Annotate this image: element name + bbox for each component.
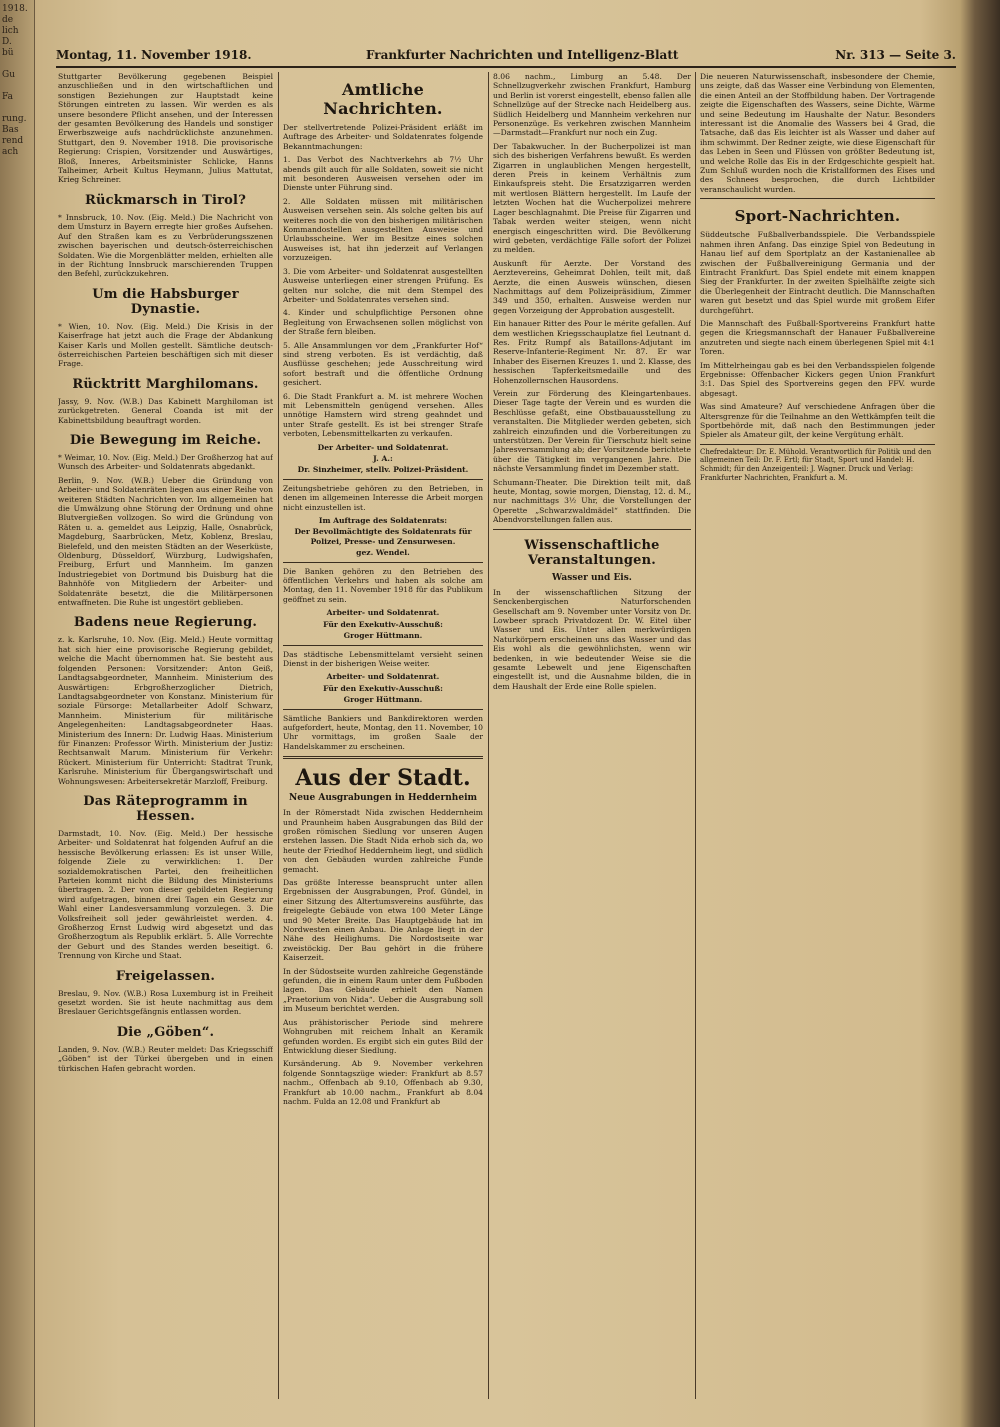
signature: Arbeiter- und Soldatenrat. — [326, 672, 440, 682]
signature: gez. Wendel. — [356, 548, 410, 558]
article-text: Die Banken gehören zu den Betrieben des öffentlichen Verkehrs und haben als solche am Montag, den 11. November 1918 für das Publikum geöffnet zu sein. — [283, 566, 483, 604]
signature: Groger Hüttmann. — [343, 631, 423, 641]
article-text: 3. Die vom Arbeiter- und Soldatenrat ausgestellten Ausweise unterliegen einer strengen Prüfung. Es gelten nur solche, die mit dem Stempel des Arbeiter- und Soldatenrates versehen sind. — [283, 266, 483, 304]
divider — [283, 479, 483, 480]
column-divider — [695, 72, 696, 1399]
section-title: Aus der Stadt. — [295, 765, 471, 792]
headline: Rückmarsch in Tirol? — [84, 192, 247, 208]
article-text: Süddeutsche Fußballverbandsspiele. Die Verbandsspiele nahmen ihren Anfang. Das einzige Spiel von Bedeutung in Hanau lief auf dem Sportplatz an der Kastanienallee ab zwischen der Fußballvereinigung Germania und der Eintracht Frankfurt. Das Spiel endete mit einem knappen Sieg der Frankfurter. In der zweiten Spielhälfte zeigte sich die Überlegenheit der Eintracht deutlich. Die Mannschaften waren gut besetzt und das Spiel wurde mit großem Eifer durchgeführt. — [700, 230, 935, 315]
article-text: 6. Die Stadt Frankfurt a. M. ist mehrere Wochen mit Lebensmitteln genügend versehen. Alles unnötige Hamstern wird streng geahndet und unter Strafe gestellt. Es ist bei strenger Strafe verboten, Lebensmittelkarten zu verkaufen. — [283, 391, 483, 439]
article-text: Aus prähistorischer Periode sind mehrere Wohngruben mit reichem Inhalt an Keramik gefunden worden. Es ergibt sich ein gutes Bild der Entwicklung dieser Siedlung. — [283, 1017, 483, 1055]
article-text: Sämtliche Bankiers und Bankdirektoren werden aufgefordert, heute, Montag, den 11. November, 10 Uhr vormittags, im großen Saale der Handelskammer zu erscheinen. — [283, 713, 483, 751]
column-1 — [58, 72, 273, 1403]
article-text: Stuttgarter Bevölkerung gegebenen Beispiel anzuschließen und in den wirtschaftlichen und sonstigen Beziehungen zur Hauptstadt keine Störungen eintreten zu lassen. Wir werden es als unsere besondere Pflicht ansehen, und der Interessen der gesamten Bevölkerung des Handels und sonstiger Erwerbszweige aufs nachdrücklichste anzunehmen. Stuttgart, den 9. November 1918. Die provisorische Regierung: Crispien, Vorsitzender und Auswärtiges, Bloß, Inneres, Arbeitsminister Schlicke, Hanns Talheimer, Arbeit Kultus Heymann, Julius Mattutat, Krieg Schreiner. — [58, 72, 273, 185]
article-text: 8.06 nachm., Limburg an 5.48. Der Schnellzugverkehr zwischen Frankfurt, Hamburg und Berlin ist vorerst eingestellt, ebenso fallen alle Schnellzüge auf der Strecke nach Heidelberg aus. Südlich Heidelberg und Mannheim verkehren nur Personenzüge. Es verkehren zwischen Mannheim—Darmstadt—Frankfurt nur noch ein Zug. — [493, 72, 691, 138]
column-4 — [700, 72, 935, 1403]
headline: Freigelassen. — [115, 968, 216, 984]
imprint: Chefredakteur: Dr. E. Mühold. Verantwortlich für Politik und den allgemeinen Teil: Dr. F. Ertl; für Stadt, Sport und Handel: H. Schmidt; für den Anzeigenteil: J. Wagner. Druck und Verlag: Frankfurter Nachrichten, Frankfurt a. M. — [700, 444, 935, 482]
headline: Amtliche Nachrichten. — [323, 80, 443, 118]
divider — [283, 709, 483, 710]
article-text: Die Mannschaft des Fußball-Sportvereins Frankfurt hatte gegen die Kriegsmannschaft der Hanauer Fußballvereine anzutreten und siegte nach einem überlegenen Spiel mit 4:1 Toren. — [700, 318, 935, 357]
signature: J. A.: — [373, 454, 393, 463]
headline: Rücktritt Marghilomans. — [72, 376, 259, 392]
signature: Der Bevollmächtigte des Soldatenrats für Polizei, Presse- und Zensurwesen. — [294, 527, 472, 546]
header-masthead: Frankfurter Nachrichten und Intelligenz-Blatt — [366, 48, 679, 62]
article-text: Zeitungsbetriebe gehören zu den Betrieben, in denen im allgemeinen Interesse die Arbeit morgen nicht einzustellen ist. — [283, 483, 483, 512]
article-text: Ein hanauer Ritter des Pour le mérite gefallen. Auf dem westlichen Kriegsschauplatze fiel Leutnant d. Res. Fritz Rumpf als Bataillons-Adjutant im Reserve-Infanterie-Regiment Nr. 87. Er war Inhaber des Eisernen Kreuzes 1. und 2. Klasse, des hessischen Tapferkeitsmedaille und des Hohenzollernschen Hausordens. — [493, 319, 691, 385]
headline: Wissenschaftliche Veranstaltungen. — [524, 537, 660, 568]
gutter-text: 1918. de lich D. bü Gu Fa rung. Bas rend ach — [2, 4, 28, 157]
signature: Für den Exekutiv-Ausschuß: — [323, 619, 443, 629]
article-text: 2. Alle Soldaten müssen mit militärischen Ausweisen versehen sein. Als solche gelten bis auf weiteres noch die von den bisherigen militärischen Kommandostellen ausgestellten Ausweise und Urlaubsscheine. Wer im Besitze eines solchen Ausweises ist, hat ihn jederzeit auf Verlangen vorzuzeigen. — [283, 196, 483, 263]
article-text: Was sind Amateure? Auf verschiedene Anfragen über die Altersgrenze für die Teilnahme an den Wettkämpfen teilt die Sportbehörde mit, daß nach den Bestimmungen jeder Spieler als Amateur gilt, der keine Vergütung erhält. — [700, 402, 935, 440]
headline: Die Bewegung im Reiche. — [69, 432, 262, 448]
divider — [493, 529, 691, 530]
article-text: 5. Alle Ansammlungen vor dem „Frankfurter Hof“ sind streng verboten. Es ist verdächtig, daß Ausflüsse geschehen; jede Ausschreitung wird sofort bestraft und die öffentliche Ordnung gesichert. — [283, 340, 483, 388]
article-text: In der Römerstadt Nida zwischen Heddernheim und Praunheim haben Ausgrabungen das Bild der großen römischen Siedlung vor unseren Augen erstehen lassen. Die Stadt Nida erhob sich da, wo heute der Friedhof Heddernheim liegt, und südlich von den Gebäuden wurden zahlreiche Funde gemacht. — [283, 808, 483, 874]
header-date: Montag, 11. November 1918. — [56, 48, 252, 62]
article-text: * Innsbruck, 10. Nov. (Eig. Meld.) Die Nachricht von dem Umsturz in Bayern erregte hier großes Aufsehen. Auf den Straßen kam es zu Verbrüderungsszenen zwischen bayerischen und deutsch-österreichischen Soldaten. Wie die Morgenblätter melden, erhielten alle in der Richtung Innsbruck marschierenden Truppen den Befehl, zurückzukehren. — [58, 212, 273, 279]
article-text: Schumann-Theater. Die Direktion teilt mit, daß heute, Montag, sowie morgen, Dienstag, 12. d. M., nur nachmittags 3½ Uhr, die Vorstellungen der Operette „Schwarzwaldmädel“ stattfinden. Die Abendvorstellungen fallen aus. — [493, 477, 691, 525]
article-text: Jassy, 9. Nov. (W.B.) Das Kabinett Marghiloman ist zurückgetreten. General Coanda ist mit der Kabinettsbildung beauftragt worden. — [58, 396, 273, 425]
article-text: * Wien, 10. Nov. (Eig. Meld.) Die Krisis in der Kaiserfrage hat jetzt auch die Frage der Abdankung Kaiser Karls und Mollen gestellt. Sämtliche deutsch-österreichischen Parteien beschäftigen sich mit dieser Frage. — [58, 321, 273, 369]
column-2 — [283, 72, 483, 1403]
signature: Dr. Sinzheimer, stellv. Polizei-Präsident. — [297, 465, 469, 475]
headline: Die „Göben“. — [116, 1024, 215, 1040]
article-text: Kursänderung. Ab 9. November verkehren folgende Sonntagszüge wieder: Frankfurt ab 8.57 nachm., Offenbach ab 9.10, Offenbach ab 9.30, Frankfurt ab 10.00 nachm., Frankfurt ab 8.04 nachm. Fulda an 12.08 und Frankfurt ab — [283, 1059, 483, 1106]
page-header — [56, 48, 956, 68]
headline: Wasser und Eis. — [552, 572, 632, 583]
article-text: 4. Kinder und schulpflichtige Personen ohne Begleitung von Erwachsenen sollen möglichst von der Straße fern bleiben. — [283, 308, 483, 337]
signature: Im Auftrage des Soldatenrats: — [318, 516, 448, 526]
article-text: Berlin, 9. Nov. (W.B.) Ueber die Gründung von Arbeiter- und Soldatenräten liegen aus einer Reihe von weiteren Städten Nachrichten vor. Im allgemeinen hat die Umwälzung ohne Störung der Ordnung und ohne Blutvergießen vollzogen. So wird die Gründung von Räten u. a. gemeldet aus Leipzig, Halle, Osnabrück, Magdeburg, Saarbrücken, Metz, Koblenz, Breslau, Bielefeld, und den meisten Städten an der Weserküste, Oldenburg, Düsseldorf, Würzburg, Ludwigshafen, Freiburg, Erfurt und Mannheim. Im ganzen Industriegebiet von Dortmund bis Duisburg hat die Bahnhöfe von Mitgliedern der Arbeiter- und Soldatenräte besetzt, die die Militärpersonen entwaffneten. Die Ruhe ist ungestört geblieben. — [58, 475, 273, 608]
article-text: Der Tabakwucher. In der Bucherpolizei ist man sich des bisherigen Verfahrens bewußt. Es werden Zigarren in unglaublichen Mengen hergestellt, deren Preis in keinem Verhältnis zum Einkaufspreis steht. Die Ersatzzigarren werden mit wertlosen Blättern hergestellt. Im Laufe der letzten Wochen hat die Wucherpolizei mehrere Lager beschlagnahmt. Die Preise für Zigarren und Tabak werden weiter steigen, wenn nicht energisch eingeschritten wird. Die Bevölkerung wird gebeten, verdächtige Fälle sofort der Polizei zu melden. — [493, 141, 691, 255]
article-text: z. k. Karlsruhe, 10. Nov. (Eig. Meld.) Heute vormittag hat sich hier eine provisorische Regierung gebildet, welche die Macht übernommen hat. Sie besteht aus folgenden Personen: Vorsitzender: Anton Geiß, Landtagsabgeordneter, Mannheim. Ministerium des Auswärtigen: Erbgroßherzoglicher Dietrich, Landtagsabgeordneter von Konstanz. Ministerium für soziale Fürsorge: Metallarbeiter Adolf Schwarz, Mannheim. Ministerium für militärische Angelegenheiten: Landtagsabgeordneter Haas. Ministerium des Innern: Dr. Ludwig Haas. Ministerium für Finanzen: Professor Wirth. Ministerium der Justiz: Rechtsanwalt Marum. Ministerium für Verkehr: Rückert. Ministerium für Unterricht: Stadtrat Trunk, Karlsruhe. Ministerium für Übergangswirtschaft und Wohnungswesen: Arbeitersekretär Marzloff, Freiburg. — [58, 635, 273, 786]
signature: Für den Exekutiv-Ausschuß: — [323, 683, 443, 693]
headline: Neue Ausgrabungen in Heddernheim — [288, 793, 478, 804]
signature: Groger Hüttmann. — [343, 695, 423, 705]
divider — [283, 645, 483, 646]
article-text: Das größte Interesse beansprucht unter allen Ergebnissen der Ausgrabungen, Prof. Gündel, in einer Sitzung des Altertumsvereins ausführte, das freigelegte Gebäude von etwa 100 Meter Länge und 90 Meter Breite. Das Hauptgebäude hat im Nordwesten einen Anbau. Die Anlage liegt in der Nähe des Heilighums. Die Nordostseite war zweistöckig. Der Bau gehört in die frühere Kaiserzeit. — [283, 878, 483, 963]
article-text: Das städtische Lebensmittelamt versieht seinen Dienst in der bisherigen Weise weiter. — [283, 649, 483, 668]
column-divider — [278, 72, 279, 1399]
column-divider — [488, 72, 489, 1399]
divider — [283, 562, 483, 563]
article-text: Auskunft für Aerzte. Der Vorstand des Aerztevereins, Geheimrat Dohlen, teilt mit, daß Aerzte, die einen Ausweis wünschen, diesen Nachmittags auf dem Polizeipräsidium, Zimmer 349 und 350, erhalten. Ausweise werden nur gegen Vorzeigung der Approbation ausgestellt. — [493, 258, 691, 315]
article-text: In der Südostseite wurden zahlreiche Gegenstände gefunden, die in einem Raum unter dem Fußboden lagen. Das Gebäude erhielt den Namen „Praetorium von Nida“. Ueber die Ausgrabung soll im Museum berichtet werden. — [283, 966, 483, 1014]
headline: Das Räteprogramm in Hessen. — [83, 793, 248, 824]
headline: Um die Habsburger Dynastie. — [92, 286, 239, 317]
article-text: In der wissenschaftlichen Sitzung der Senckenbergischen Naturforschenden Gesellschaft am 9. November unter Vorsitz von Dr. Lowbeer sprach Privatdozent Dr. W. Eitel über Wasser und Eis. Unter allen merkwürdigen Naturkörpern erscheinen uns das Wasser und das Eis wohl als die gewöhnlichsten, wenn wir bedenken, in wie bedeutender Weise sie die gesamte Lebewelt und jene Eigenschaften eingestellt ist, und die Ausnahme bilden, die in dem Haushalt der Erde eine Rolle spielen. — [493, 587, 691, 691]
article-text: * Weimar, 10. Nov. (Eig. Meld.) Der Großherzog hat auf Wunsch des Arbeiter- und Soldatenrats abgedankt. — [58, 452, 273, 472]
article-text: Verein zur Förderung des Kleingartenbaues. Dieser Tage tagte der Verein und es wurden die Beschlüsse gefaßt, eine Obstbauausstellung zu veranstalten. Die Mitglieder werden gebeten, sich zahlreich einzufinden und die Vorbereitungen zu unterstützen. Der Verein für Tierschutz hielt seine Jahresversammlung ab; der Vorsitzende berichtete über die Tätigkeit im vergangenen Jahre. Die nächste Versammlung findet im Dezember statt. — [493, 389, 691, 474]
headline: Sport-Nachrichten. — [734, 207, 901, 226]
divider — [283, 756, 483, 759]
header-page-number: Nr. 313 — Seite 3. — [835, 48, 956, 62]
signature: Der Arbeiter- und Soldatenrat. — [317, 442, 449, 452]
signature: Arbeiter- und Soldatenrat. — [326, 608, 440, 618]
article-text: Im Mittelrheingau gab es bei den Verbandsspielen folgende Ergebnisse: Offenbacher Kickers gegen Union Frankfurt 3:1. Das Spiel des Sportvereins gegen den FFV. wurde abgesagt. — [700, 360, 935, 398]
column-3 — [493, 72, 691, 1403]
divider — [700, 198, 935, 199]
article-text: 1. Das Verbot des Nachtverkehrs ab 7½ Uhr abends gilt auch für alle Soldaten, soweit sie nicht mit besonderen Ausweisen versehen oder im Dienste unter Führung sind. — [283, 155, 483, 193]
left-page-gutter — [0, 0, 35, 1427]
headline: Badens neue Regierung. — [73, 615, 258, 631]
article-text: Darmstadt, 10. Nov. (Eig. Meld.) Der hessische Arbeiter- und Soldatenrat hat folgenden Aufruf an die hessische Bevölkerung erlassen: Es ist unser Wille, folgende Ziele zu verwirklichen: 1. Der sozialdemokratischen Partei, den freiheitlichen Parteien kommt nicht die Bildung des Ministeriums übertragen. 2. Der von dieser gebildeten Regierung wird aufgetragen, binnen drei Tagen ein Gesetz zur Wahl einer Landesversammlung vorzulegen. 3. Die Volksfreiheit soll jeder gewährleistet werden. 4. Großherzog Ernst Ludwig wird abgesetzt und das Großherzogtum als Republik erklärt. 5. Alle Vorrechte der Geburt und des Standes werden beseitigt. 6. Trennung von Kirche und Staat. — [58, 828, 273, 961]
article-text: Die neueren Naturwissenschaft, insbesondere der Chemie, uns zeigte, daß das Wasser eine Verbindung von Elementen, die einen Anteil an der Stoffbildung haben. Der Vortragende zeigte die Eigenschaften des Wassers, seine Dichte, Wärme und seine Bedeutung im Haushalte der Natur. Besonders interessant ist die Anomalie des Wassers bei 4 Grad, die Tatsache, daß das Eis leichter ist als Wasser und daher auf ihm schwimmt. Der Redner zeigte, wie diese Eigenschaft für das Leben in Seen und Flüssen von größter Bedeutung ist, und welche Rolle das Eis in der Erdgeschichte gespielt hat. Zum Schluß wurden noch die Kristallformen des Eises und des Schnees besprochen, die durch Lichtbilder veranschaulicht wurden. — [700, 72, 935, 194]
article-text: Landen, 9. Nov. (W.B.) Reuter meldet: Das Kriegsschiff „Göben“ ist der Türkei übergeben und in einen türkischen Hafen gebracht worden. — [58, 1044, 273, 1073]
article-text: Breslau, 9. Nov. (W.B.) Rosa Luxemburg ist in Freiheit gesetzt worden. Sie ist heute nachmittag aus dem Breslauer Gerichtsgefängnis entlassen worden. — [58, 988, 273, 1017]
article-text: Der stellvertretende Polizei-Präsident erläßt im Auftrage des Arbeiter- und Soldatenrates folgende Bekanntmachungen: — [283, 123, 483, 151]
